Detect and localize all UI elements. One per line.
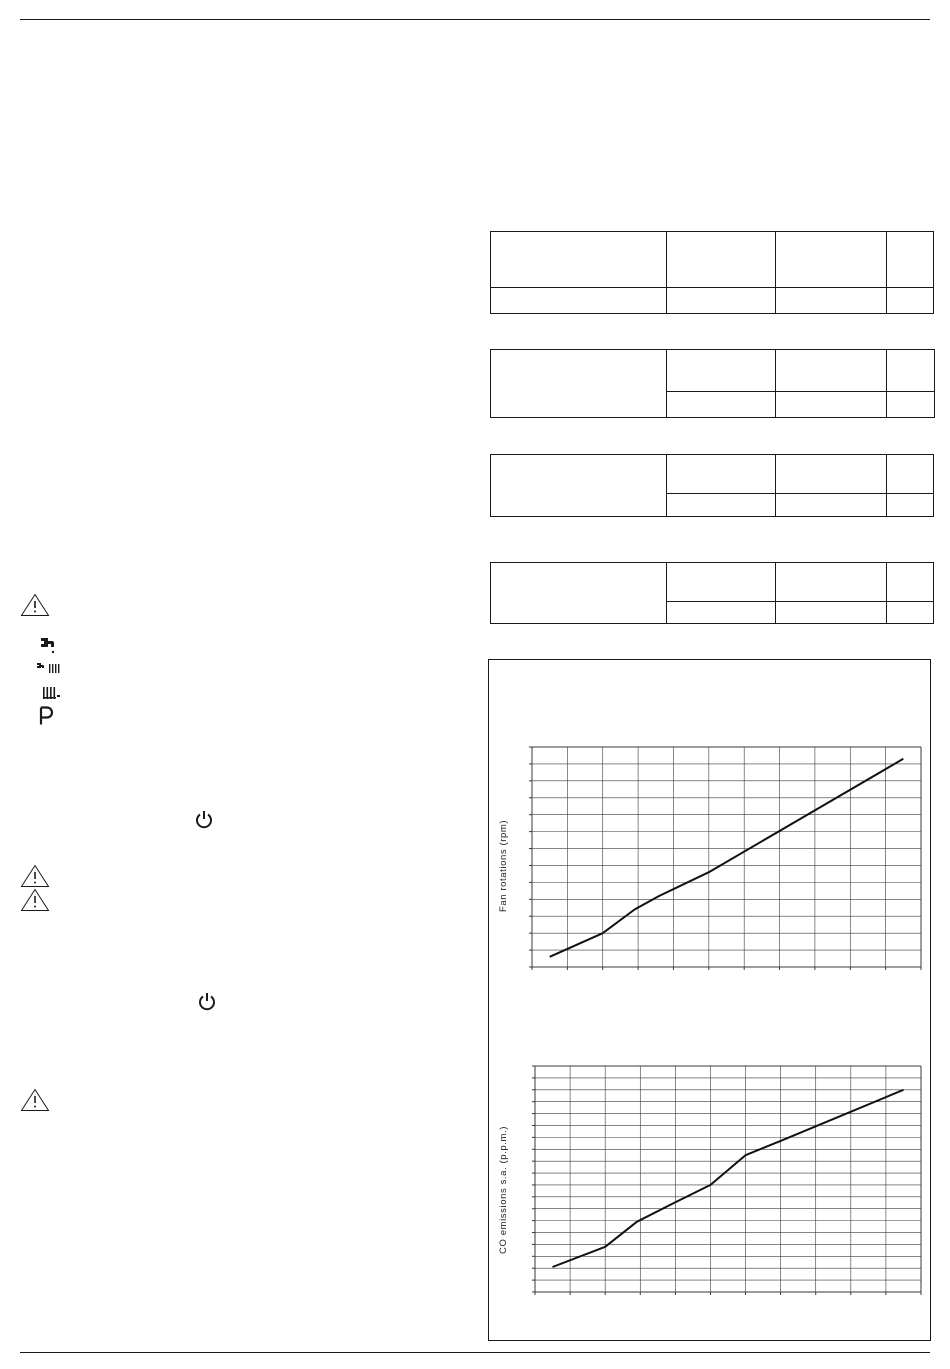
tap-icon <box>38 636 56 656</box>
table-cell <box>776 455 887 494</box>
fan-chart-y-axis-label: Fan rotations (rpm) <box>498 819 509 912</box>
table-cell <box>491 455 667 517</box>
co-emissions-chart <box>535 1066 921 1292</box>
table-cell <box>887 563 934 602</box>
table-cell <box>776 392 887 418</box>
table-cell <box>776 350 887 392</box>
warning-icon <box>20 593 50 617</box>
table-1 <box>490 231 934 314</box>
table-2 <box>490 349 935 418</box>
table-cell <box>667 350 776 392</box>
table-cell <box>667 455 776 494</box>
warning-icon <box>20 1088 50 1112</box>
table-cell <box>887 602 934 624</box>
warning-icon <box>20 864 50 888</box>
table-cell <box>776 602 887 624</box>
power-icon <box>197 991 217 1011</box>
table-cell <box>776 494 887 517</box>
footer-rule <box>20 1352 930 1353</box>
radiator-icon <box>42 686 62 700</box>
power-icon <box>194 809 214 829</box>
pressure-p-icon <box>38 706 56 726</box>
tap-and-radiator-icon <box>36 662 62 674</box>
warning-icon <box>20 888 50 912</box>
table-cell <box>667 494 776 517</box>
table-cell <box>887 494 934 517</box>
table-cell <box>887 392 935 418</box>
table-4 <box>490 562 934 624</box>
table-cell <box>667 232 776 288</box>
table-3 <box>490 454 934 517</box>
co-chart-y-axis-label: CO emissions s.a. (p.p.m.) <box>498 1125 509 1254</box>
table-cell <box>667 392 776 418</box>
table-cell <box>776 563 887 602</box>
table-cell <box>667 602 776 624</box>
table-cell <box>776 232 887 288</box>
table-cell <box>776 288 887 314</box>
table-cell <box>887 455 934 494</box>
header-rule <box>20 19 930 20</box>
table-cell <box>887 232 934 288</box>
table-cell <box>491 350 667 418</box>
table-cell <box>491 288 667 314</box>
table-cell <box>887 288 934 314</box>
table-cell <box>491 232 667 288</box>
table-cell <box>667 288 776 314</box>
table-cell <box>491 563 667 624</box>
table-cell <box>667 563 776 602</box>
fan-rotations-chart <box>532 747 921 967</box>
table-cell <box>887 350 935 392</box>
